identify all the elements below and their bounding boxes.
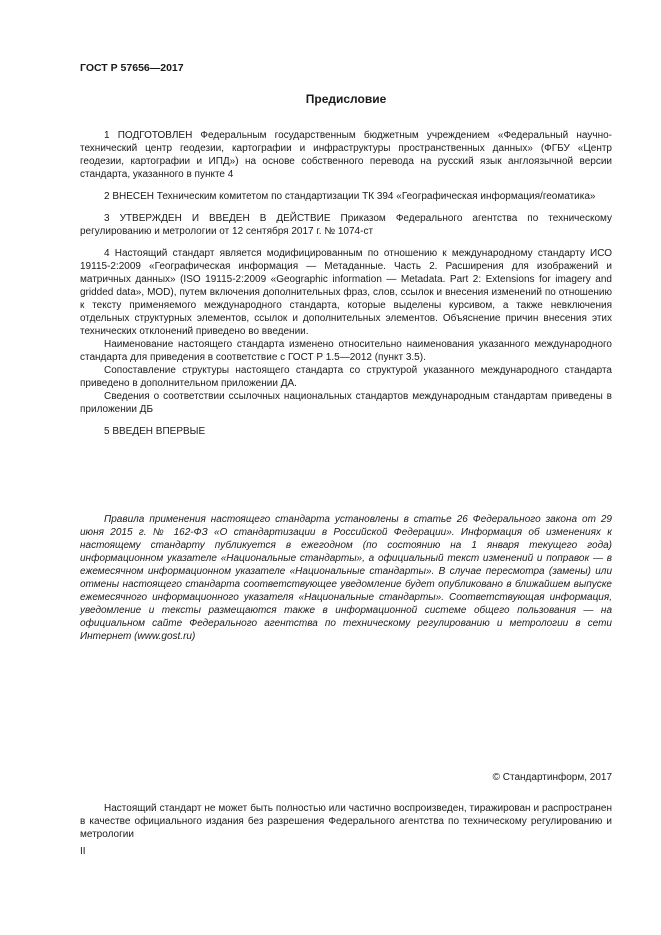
paragraph-5: 5 ВВЕДЕН ВПЕРВЫЕ	[104, 426, 206, 437]
copyright: © Стандартинформ, 2017	[492, 772, 612, 783]
paragraph-4-structure: Сопоставление структуры настоящего стандарта со структурой указанного международного стандарта приведено в дополнительном приложении ДА.	[80, 365, 612, 389]
foreword-body	[80, 129, 612, 438]
rights-notice	[80, 802, 612, 841]
rights-text: Настоящий стандарт не может быть полностью или частично воспроизведен, тиражирован и распространен в качестве официального издания без разрешения Федерального агентства по техническому регулированию и метрологии	[80, 803, 612, 840]
application-notice	[80, 513, 612, 643]
page-number: II	[80, 846, 86, 857]
standard-code: ГОСТ Р 57656—2017	[80, 62, 184, 74]
paragraph-3: 3 УТВЕРЖДЕН И ВВЕДЕН В ДЕЙСТВИЕ Приказом Федерального агентства по техническому регулированию и метрологии от 12 сентября 2017 г. № 1074-ст	[80, 213, 612, 237]
notice-text: Правила применения настоящего стандарта установлены в статье 26 Федерального закона от 29 июня 2015 г. № 162-ФЗ «О стандартизации в Российской Федерации». Информация об изменениях к настоящему стандарту публикуется в ежегодном (по состоянию на 1 января текущего года) информационном указателе «Национальные стандарты», а официальный текст изменений и поправок — в ежемесячном информационном указателе «Национальные стандарты». В случае пересмотра (замены) или отмены настоящего стандарта соответствующее уведомление будет опубликовано в ближайшем выпуске ежемесячного информационного указателя «Национальные стандарты». Соответствующая информация, уведомление и тексты размещаются также в информационной системе общего пользования — на официальном сайте Федерального агентства по техническому регулированию и метрологии в сети Интернет (www.gost.ru)	[80, 514, 612, 642]
paragraph-2: 2 ВНЕСЕН Техническим комитетом по стандартизации ТК 394 «Географическая информация/геоматика»	[104, 191, 596, 202]
paragraph-4: 4 Настоящий стандарт является модифицированным по отношению к международному стандарту ИСО 19115-2:2009 «Географическая информация — Метаданные. Часть 2. Расширения для изображений и матричных данных» (ISO 19115-2:2009 «Geographic information — Metadata. Part 2: Extensions for imagery and gridded data», MOD), путем включения дополнительных фраз, слов, ссылок и внесения изменений по отношению к тексту применяемого международного стандарта, которые выделены курсивом, а также невключения отдельных структурных элементов, ссылок и дополнительных элементов. Объяснение причин внесения этих технических отклонений приведено во введении.	[80, 248, 612, 337]
paragraph-1: 1 ПОДГОТОВЛЕН Федеральным государственным бюджетным учреждением «Федеральный научно-технический центр геодезии, картографии и инфраструктуры пространственных данных» (ФГБУ «Центр геодезии, картографии и ИПД») на основе собственного перевода на русский язык англоязычной версии стандарта, указанного в пункте 4	[80, 130, 612, 180]
paragraph-4-references: Сведения о соответствии ссылочных национальных стандартов международным стандартам приведены в приложении ДБ	[80, 391, 612, 415]
page-title: Предисловие	[305, 92, 387, 106]
paragraph-4-name-change: Наименование настоящего стандарта изменено относительно наименования указанного международного стандарта для приведения в соответствие с ГОСТ Р 1.5—2012 (пункт 3.5).	[80, 339, 612, 363]
